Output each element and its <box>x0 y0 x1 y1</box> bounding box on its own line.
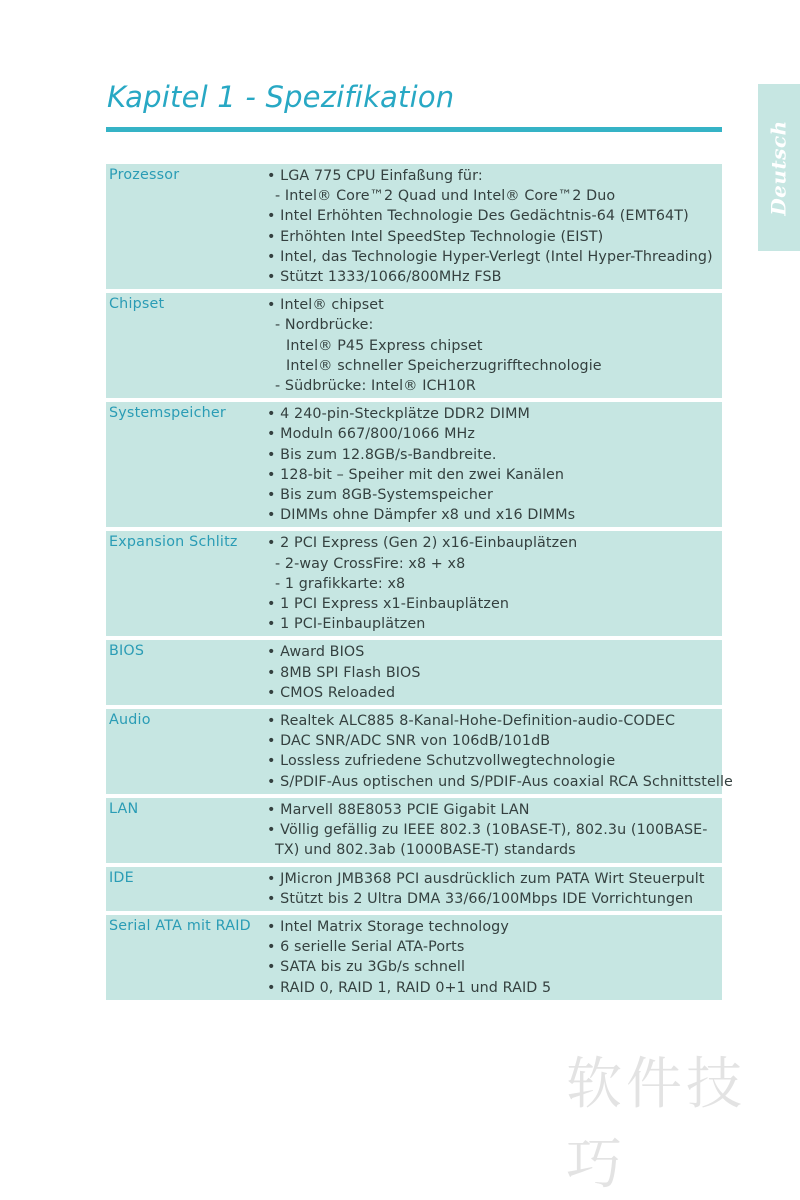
side-tab-label: Deutsch <box>767 119 792 216</box>
spec-line: • Erhöhten Intel SpeedStep Technologie (EIST) <box>267 228 604 245</box>
spec-line: • 1 PCI Express x1-Einbauplätzen <box>267 596 510 613</box>
spec-line: • DAC SNR/ADC SNR von 106dB/101dB <box>267 733 551 750</box>
spec-line: • Bis zum 12.8GB/s-Bandbreite. <box>267 446 497 463</box>
spec-line: • Intel Erhöhten Technologie Des Gedächtnis-64 (EMT64T) <box>267 208 689 225</box>
spec-label: Systemspeicher <box>109 405 227 422</box>
spec-line: TX) und 802.3ab (1000BASE-T) standards <box>275 842 576 859</box>
spec-row <box>106 164 722 289</box>
spec-row <box>106 915 722 1000</box>
page-title: Kapitel 1 - Spezifikation <box>107 80 455 114</box>
spec-line: • Stützt bis 2 Ultra DMA 33/66/100Mbps IDE Vorrichtungen <box>267 890 694 907</box>
spec-line: • S/PDIF-Aus optischen und S/PDIF-Aus coaxial RCA Schnittstelle <box>267 773 733 790</box>
spec-values <box>267 642 722 703</box>
spec-row <box>106 709 733 794</box>
spec-line: • 1 PCI-Einbauplätzen <box>267 616 426 633</box>
spec-values <box>267 711 733 792</box>
spec-line: • Lossless zufriedene Schutzvollwegtechnologie <box>267 753 616 770</box>
spec-line: Intel® P45 Express chipset <box>286 337 483 354</box>
spec-values <box>267 800 722 861</box>
spec-line: • Völlig gefällig zu IEEE 802.3 (10BASE-T), 802.3u (100BASE- <box>267 822 708 839</box>
title-divider <box>106 127 722 132</box>
spec-line: Intel® schneller Speicherzugrifftechnologie <box>286 357 602 374</box>
spec-line: • Stützt 1333/1066/800MHz FSB <box>267 269 502 286</box>
spec-line: • 2 PCI Express (Gen 2) x16-Einbauplätzen <box>267 535 578 552</box>
spec-line: • Intel Matrix Storage technology <box>267 918 509 935</box>
spec-line: • 8MB SPI Flash BIOS <box>267 664 421 681</box>
spec-values <box>267 166 722 287</box>
spec-line: • 4 240-pin-Steckplätze DDR2 DIMM <box>267 406 530 423</box>
spec-values <box>267 295 722 396</box>
spec-label: Serial ATA mit RAID <box>109 917 251 934</box>
spec-line: - Intel® Core™2 Quad und Intel® Core™2 Duo <box>275 188 616 205</box>
spec-label: BIOS <box>109 643 145 660</box>
language-side-tab <box>758 84 800 251</box>
spec-line: • Intel® chipset <box>267 297 384 314</box>
spec-row <box>106 867 722 911</box>
spec-values <box>267 869 722 909</box>
spec-row <box>106 402 722 527</box>
spec-line: - Nordbrücke: <box>275 317 374 334</box>
spec-label: Audio <box>109 712 151 729</box>
spec-line: • Bis zum 8GB-Systemspeicher <box>267 487 493 504</box>
spec-line: - Südbrücke: Intel® ICH10R <box>275 378 476 395</box>
spec-row <box>106 293 722 398</box>
spec-line: - 2-way CrossFire: x8 + x8 <box>275 555 466 572</box>
spec-row <box>106 640 722 705</box>
spec-values <box>267 917 722 998</box>
spec-label: IDE <box>109 869 134 886</box>
spec-line: • SATA bis zu 3Gb/s schnell <box>267 959 466 976</box>
spec-line: • JMicron JMB368 PCI ausdrücklich zum PATA Wirt Steuerpult <box>267 870 705 887</box>
spec-row <box>106 798 722 863</box>
spec-values <box>267 404 722 525</box>
spec-line: • Award BIOS <box>267 644 365 661</box>
spec-line: - 1 grafikkarte: x8 <box>275 575 406 592</box>
spec-line: • Realtek ALC885 8-Kanal-Hohe-Definition-audio-CODEC <box>267 713 676 730</box>
spec-label: Prozessor <box>109 167 180 183</box>
spec-line: • DIMMs ohne Dämpfer x8 und x16 DIMMs <box>267 507 576 524</box>
spec-line: • CMOS Reloaded <box>267 684 396 701</box>
spec-values <box>267 533 722 634</box>
spec-label: Chipset <box>109 296 165 313</box>
spec-line: • LGA 775 CPU Einfaßung für: <box>267 168 483 184</box>
spec-line: • 128-bit – Speiher mit den zwei Kanälen <box>267 466 565 483</box>
spec-label: Expansion Schlitz <box>109 534 238 551</box>
spec-line: • 6 serielle Serial ATA-Ports <box>267 939 465 956</box>
spec-line: • Intel, das Technologie Hyper-Verlegt (Intel Hyper-Threading) <box>267 248 713 265</box>
spec-label: LAN <box>109 800 139 817</box>
spec-table <box>106 164 733 1004</box>
spec-line: • Moduln 667/800/1066 MHz <box>267 426 476 443</box>
spec-row <box>106 531 722 636</box>
spec-line: • Marvell 88E8053 PCIE Gigabit LAN <box>267 801 530 818</box>
spec-line: • RAID 0, RAID 1, RAID 0+1 und RAID 5 <box>267 979 552 996</box>
watermark: 软件技巧 <box>566 1052 746 1197</box>
